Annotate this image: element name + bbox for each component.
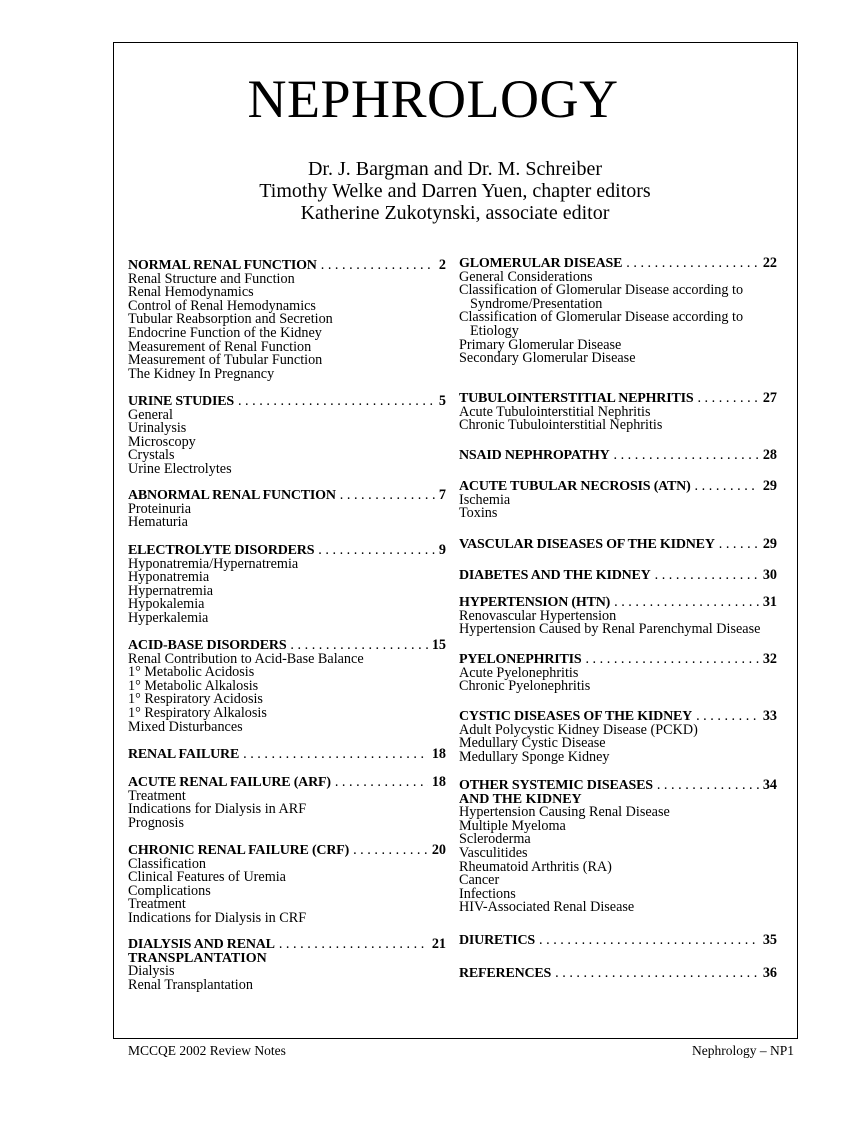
leader-dots (614, 596, 759, 610)
toc-item[interactable]: Vasculitides (459, 844, 528, 861)
toc-page-number: 33 (762, 708, 777, 724)
toc-item[interactable]: Hypokalemia (128, 596, 205, 613)
toc-page-number: 30 (762, 567, 777, 583)
toc-item[interactable]: Renal Structure and Function (128, 270, 295, 287)
toc-item[interactable]: HIV-Associated Renal Disease (459, 899, 635, 916)
toc-section (459, 967, 777, 981)
toc-item[interactable]: Acute Tubulointerstitial Nephritis (459, 403, 651, 420)
toc-page-number: 27 (762, 390, 777, 406)
toc-page-number: 20 (431, 842, 446, 858)
toc-item[interactable]: Hematuria (128, 514, 188, 531)
toc-item[interactable]: Acute Pyelonephritis (459, 664, 579, 681)
toc-section (128, 544, 446, 626)
toc-item[interactable]: Rheumatoid Arthritis (RA) (459, 858, 612, 875)
leader-dots (335, 776, 428, 790)
toc-heading-title: ABNORMAL RENAL FUNCTION (128, 488, 336, 503)
toc-page-number: 5 (438, 393, 446, 409)
toc-section (459, 392, 777, 433)
toc-item[interactable]: Microscopy (128, 433, 196, 450)
toc-heading-title: RENAL FAILURE (128, 747, 240, 762)
toc-item[interactable]: Toxins (459, 505, 498, 522)
toc-item[interactable]: Urine Electrolytes (128, 460, 232, 477)
toc-item[interactable]: Urinalysis (128, 420, 187, 437)
toc-item[interactable]: Endocrine Function of the Kidney (128, 324, 322, 341)
toc-page-number: 2 (438, 257, 446, 273)
toc-heading-title: CYSTIC DISEASES OF THE KIDNEY (459, 709, 693, 724)
toc-heading[interactable] (459, 569, 777, 583)
toc-section (459, 449, 777, 463)
toc-item[interactable]: Measurement of Tubular Function (128, 352, 323, 369)
page-title: NEPHROLOGY (247, 69, 619, 129)
toc-heading-title: NORMAL RENAL FUNCTION (128, 258, 317, 273)
toc-item[interactable]: Complications (128, 882, 211, 899)
toc-section (128, 395, 446, 477)
toc-section (128, 489, 446, 530)
toc-item[interactable]: Hypertension Caused by Renal Parenchymal Disease (459, 621, 761, 638)
toc-heading[interactable] (459, 967, 777, 981)
toc-section (128, 776, 446, 830)
toc-section (459, 710, 777, 764)
toc-page-number: 29 (762, 478, 777, 494)
leader-dots (626, 257, 759, 271)
toc-item[interactable]: Multiple Myeloma (459, 817, 566, 834)
toc-section (459, 480, 777, 521)
toc-item[interactable]: Renal Hemodynamics (128, 284, 254, 301)
toc-item[interactable]: General Considerations (459, 268, 593, 285)
toc-heading-title-cont: TRANSPLANTATION (128, 950, 267, 966)
toc-section (128, 938, 446, 992)
toc-page-number: 31 (762, 594, 777, 610)
toc-item[interactable]: Classification of Glomerular Disease according to (459, 282, 744, 299)
toc-item[interactable]: Primary Glomerular Disease (459, 336, 622, 353)
toc-item[interactable]: Cancer (459, 872, 500, 889)
toc-item[interactable]: Dialysis (128, 963, 175, 980)
toc-page-number: 7 (438, 487, 446, 503)
toc-item[interactable]: 1° Respiratory Alkalosis (128, 704, 267, 721)
leader-dots (279, 938, 428, 952)
toc-heading-title: OTHER SYSTEMIC DISEASES (459, 778, 653, 793)
toc-section (128, 639, 446, 734)
toc-page-number: 29 (762, 536, 777, 552)
toc-item[interactable]: Tubular Reabsorption and Secretion (128, 311, 333, 328)
toc-item[interactable]: Infections (459, 885, 516, 902)
toc-section (459, 569, 777, 583)
leader-dots (697, 392, 758, 406)
toc-item[interactable]: Classification of Glomerular Disease according to (459, 309, 744, 326)
toc-item[interactable]: Hyponatremia (128, 569, 210, 586)
toc-item[interactable]: Medullary Sponge Kidney (459, 748, 610, 765)
toc-item[interactable]: Treatment (128, 896, 186, 913)
toc-heading-title: DIABETES AND THE KIDNEY (459, 568, 651, 583)
toc-item[interactable]: Crystals (128, 447, 175, 464)
toc-section (459, 934, 777, 948)
toc-item[interactable]: Chronic Tubulointerstitial Nephritis (459, 417, 663, 434)
leader-dots (695, 480, 759, 494)
toc-heading-title: REFERENCES (459, 966, 552, 981)
toc-item[interactable]: Etiology (470, 322, 519, 339)
leader-dots (340, 489, 435, 503)
toc-item[interactable]: Renovascular Hypertension (459, 607, 617, 624)
toc-heading[interactable] (459, 934, 777, 948)
toc-heading-title: ACUTE RENAL FAILURE (ARF) (128, 775, 331, 790)
toc-page-number: 18 (431, 746, 446, 762)
toc-page-number: 15 (431, 637, 446, 653)
toc-item[interactable]: Clinical Features of Uremia (128, 869, 286, 886)
toc-page-number: 35 (762, 932, 777, 948)
toc-page-number: 28 (762, 447, 777, 463)
toc-item[interactable]: Hypernatremia (128, 582, 214, 599)
leader-dots (353, 844, 428, 858)
toc-item[interactable]: The Kidney In Pregnancy (128, 365, 275, 382)
toc-heading-title: URINE STUDIES (128, 394, 234, 409)
toc-item[interactable]: Ischemia (459, 491, 511, 508)
toc-item[interactable]: Control of Renal Hemodynamics (128, 297, 316, 314)
authors-line: Dr. J. Bargman and Dr. M. Schreiber (307, 158, 603, 180)
toc-section (128, 748, 446, 762)
footer-left: MCCQE 2002 Review Notes (128, 1043, 286, 1058)
toc-item[interactable]: General (128, 406, 173, 423)
leader-dots (655, 569, 759, 583)
toc-page-number: 32 (762, 651, 777, 667)
footer-right: Nephrology – NP1 (692, 1043, 794, 1058)
toc-item[interactable]: Prognosis (128, 814, 184, 831)
chapter-editors-line: Timothy Welke and Darren Yuen, chapter editors (259, 180, 651, 202)
toc-item[interactable]: 1° Respiratory Acidosis (128, 691, 263, 708)
leader-dots (318, 544, 435, 558)
toc-item[interactable]: Mixed Disturbances (128, 718, 243, 735)
leader-dots (555, 967, 759, 981)
toc-item[interactable]: 1° Metabolic Alkalosis (128, 677, 259, 694)
toc-item[interactable]: Measurement of Renal Function (128, 338, 312, 355)
toc-page-number: 36 (762, 965, 777, 981)
toc-item[interactable]: Indications for Dialysis in CRF (128, 909, 307, 926)
toc-section (128, 259, 446, 381)
toc-heading-title: ELECTROLYTE DISORDERS (128, 543, 315, 558)
toc-item[interactable]: Hyponatremia/Hypernatremia (128, 555, 299, 572)
toc-heading[interactable] (459, 449, 777, 463)
toc-section (459, 596, 777, 637)
toc-page-number: 9 (438, 542, 446, 558)
toc-item[interactable]: Treatment (128, 787, 186, 804)
leader-dots (613, 449, 758, 463)
leader-dots (238, 395, 435, 409)
toc-page-number: 22 (762, 255, 777, 271)
leader-dots (539, 934, 759, 948)
toc-section (128, 844, 446, 926)
toc-heading-title-cont: AND THE KIDNEY (459, 791, 582, 807)
toc-item[interactable]: Renal Contribution to Acid-Base Balance (128, 650, 364, 667)
toc-heading[interactable] (128, 395, 446, 409)
toc-item[interactable]: 1° Metabolic Acidosis (128, 664, 255, 681)
toc-page-number: 21 (431, 936, 446, 952)
leader-dots (696, 710, 759, 724)
toc-section (459, 538, 777, 552)
toc-heading[interactable] (459, 538, 777, 552)
toc-page-number: 34 (762, 777, 777, 793)
toc-heading[interactable] (459, 779, 777, 793)
toc-heading-title: ACID-BASE DISORDERS (128, 638, 287, 653)
toc-heading-title: HYPERTENSION (HTN) (459, 595, 611, 610)
toc-heading-title: VASCULAR DISEASES OF THE KIDNEY (459, 537, 715, 552)
leader-dots (585, 653, 758, 667)
toc-heading-title: TUBULOINTERSTITIAL NEPHRITIS (459, 391, 694, 406)
associate-editor-line: Katherine Zukotynski, associate editor (300, 202, 610, 224)
toc-item[interactable]: Renal Transplantation (128, 976, 253, 993)
toc-item[interactable]: Adult Polycystic Kidney Disease (PCKD) (459, 721, 698, 738)
toc-item[interactable]: Syndrome/Presentation (470, 295, 603, 312)
toc-section (459, 779, 777, 915)
toc-heading-title: DIURETICS (459, 933, 535, 948)
toc-heading-title: ACUTE TUBULAR NECROSIS (ATN) (459, 479, 691, 494)
toc-heading[interactable] (128, 748, 446, 762)
toc-item[interactable]: Hypertension Causing Renal Disease (459, 804, 670, 821)
toc-item[interactable]: Chronic Pyelonephritis (459, 678, 591, 695)
leader-dots (657, 779, 759, 793)
toc-page-number: 18 (431, 774, 446, 790)
toc-item[interactable]: Hyperkalemia (128, 609, 209, 626)
toc-item[interactable]: Proteinuria (128, 500, 192, 517)
leader-dots (243, 748, 428, 762)
toc-heading-title: GLOMERULAR DISEASE (459, 256, 623, 271)
toc-item[interactable]: Indications for Dialysis in ARF (128, 801, 307, 818)
toc-item[interactable]: Medullary Cystic Disease (459, 735, 606, 752)
leader-dots (719, 538, 759, 552)
toc-heading-title: CHRONIC RENAL FAILURE (CRF) (128, 843, 350, 858)
toc-heading[interactable] (128, 938, 446, 952)
toc-heading-title: NSAID NEPHROPATHY (459, 448, 610, 463)
leader-dots (321, 259, 435, 273)
toc-section (459, 257, 777, 366)
toc-section (459, 653, 777, 694)
toc-item[interactable]: Scleroderma (459, 831, 531, 848)
toc-item[interactable]: Secondary Glomerular Disease (459, 350, 636, 367)
toc-heading-title: PYELONEPHRITIS (459, 652, 582, 667)
toc-item[interactable]: Classification (128, 855, 207, 872)
toc-heading-title: DIALYSIS AND RENAL (128, 937, 275, 952)
